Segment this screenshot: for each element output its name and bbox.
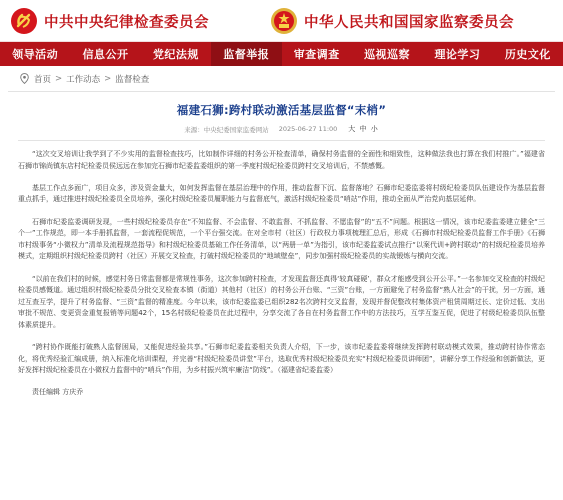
article: [0, 102, 563, 399]
article-paragraph: “跨村协作既能打破熟人监督困局，又能促进经验共享。”石狮市纪委监委相关负责人介绍，下一步，该市纪委监委将继续发挥跨村联动模式效果，推动跨村协作常态化，将优秀经验汇编成册，纳入标准化培训课程，并完善“村级纪检委员讲堂”平台，选取优秀村级纪检委员充实“村级纪检委员讲师团”，讲解分享工作经验和创新做法，更好发挥村级纪检委员在小微权力监督中的“哨兵”作用，为乡村振兴筑牢廉洁“防线”。（福建省纪委监委）: [18, 343, 545, 375]
article-date: 2025-06-27 11:00: [278, 125, 338, 133]
article-divider: [18, 140, 545, 141]
site-header: [0, 0, 563, 42]
article-source: 来源：中央纪委国家监委网站: [184, 125, 269, 134]
nav-item-supervision-report[interactable]: 监督举报: [211, 42, 281, 66]
breadcrumb: [8, 66, 555, 92]
ccdi-title: 中共中央纪律检查委员会: [44, 13, 209, 31]
nav-item-theory-study[interactable]: 理论学习: [434, 48, 481, 61]
nav-item-info-disclosure[interactable]: 信息公开: [82, 48, 129, 61]
article-editor: 责任编辑 方庆乔: [32, 388, 84, 397]
breadcrumb-separator: >: [104, 73, 112, 84]
nav-item-leadership[interactable]: 领导活动: [12, 48, 59, 61]
font-size-large[interactable]: 大: [348, 125, 356, 133]
font-size-small[interactable]: 小: [370, 125, 378, 133]
article-title: 福建石狮:跨村联动激活基层监督“末梢”: [176, 103, 387, 117]
font-size-toggle: [347, 124, 378, 134]
article-paragraph: “以前在我们村的时候，感觉村务日常监督都是常规性事务，这次参加跨村检查，才发现监督还真得‘较真碰硬’，群众才能感受到公开公平。”一名参加交叉检查的村级纪检委员感慨道。通过组织村级纪检委员分批交叉检查本镇（街道）其他村（社区）的村务公开台账、“三资”台账，一方面避免了村务监督“熟人社会”的干扰，另一方面，通过互查互学，提升了村务监督、“三资”监督的精准度。今年以来，该市纪委监委已组织282名次跨村交叉监督，发现并督促整改村集体资产租赁周期过长、定价过低、支出审批不规范、变更资金重复报销等问题42个，15名村级纪检委员在此过程中，分享交流了各自在村务监督工作中的方法技巧，互学互鉴互促，促进了村级纪检委员队伍整体素质提升。: [18, 274, 545, 329]
nsc-title: 中华人民共和国国家监察委员会: [304, 13, 514, 31]
breadcrumb-separator: >: [55, 73, 63, 84]
article-paragraph: “这次交叉培训让我学到了不少实用的监督检查技巧，比如制作详细的村务公开检查清单，确保村务监督的全面性和细致性，这种做法我也打算在我们村推广。”福建省石狮市锦尚镇东店村纪检委员侯远远在参加完石狮市纪委监委组织的第一季度村级纪检委员跨村交叉培训后，不禁感慨。: [18, 150, 545, 170]
article-meta: [18, 124, 545, 134]
breadcrumb-home[interactable]: 首页: [34, 74, 52, 85]
breadcrumb-supervision[interactable]: 监督检查: [115, 74, 150, 85]
article-paragraph: 石狮市纪委监委调研发现，一些村级纪检委员存在“不知监督、不会监督、不敢监督、不抓监督、不愿监督”的“五不”问题。根据这一情况，该市纪委监委建立健全“三个一”工作规范，即一本手册抓监督，一套流程促规范，一个平台强交流。在对全市村（社区）行政权力事项梳理汇总后，形成《石狮市村级纪检委员监督工作手册》《石狮市村级事务“小微权力”清单及流程规范指导》和村级纪检委员基础工作任务清单，以“两册一单”为指引，该市纪委监委试点推行“以案代训+跨村联动”的村级纪检委员培养模式，定期组织村级纪检委员跨村（社区）开展交叉检查，打破村级纪检委员的“地域壁垒”，同步加强村级纪检委员的实战锻炼与横向交流。: [18, 217, 545, 261]
nav-item-history-culture[interactable]: 历史文化: [504, 48, 551, 61]
party-emblem-icon: [10, 7, 38, 35]
nav-item-investigation[interactable]: 审查调查: [293, 48, 340, 61]
national-emblem-icon: [270, 7, 298, 35]
location-pin-icon: [20, 73, 29, 84]
article-paragraph: 基层工作点多面广，项目众多，涉及资金量大，如何发挥监督在基层治理中的作用，推动监督下沉、监督落地？石狮市纪委监委将村级纪检委员队伍建设作为基层监督重点抓手，通过推进村级纪检委员全员培养，强化村级纪检委员履职能力与监督底气，激活村级纪检委员“哨站”作用，推动全面从严治党向基层延伸。: [18, 183, 545, 204]
main-nav: [0, 42, 563, 66]
font-size-medium[interactable]: 中: [359, 125, 367, 133]
breadcrumb-work-news[interactable]: 工作动态: [66, 74, 101, 85]
nav-item-inspection-tours[interactable]: 巡视巡察: [364, 48, 411, 61]
nav-item-regulations[interactable]: 党纪法规: [152, 48, 199, 61]
ccdi-brand[interactable]: [10, 7, 209, 35]
nsc-brand[interactable]: [270, 7, 514, 35]
